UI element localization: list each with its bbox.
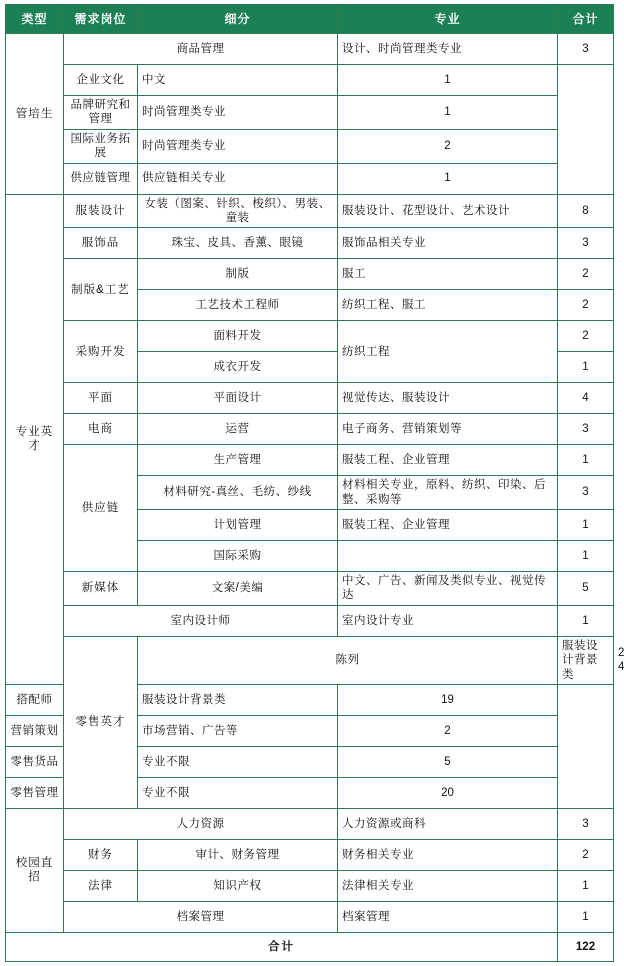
major-cell: 财务相关专业	[338, 839, 558, 870]
category-cell: 管培生	[6, 34, 64, 195]
column-header-subdivision: 细分	[138, 5, 338, 34]
column-header-major: 专业	[338, 5, 558, 34]
position-cell: 电商	[64, 414, 138, 445]
table-row	[6, 605, 614, 636]
major-cell: 电子商务、营销策划等	[338, 414, 558, 445]
subdivision-cell: 知识产权	[138, 870, 338, 901]
subdivision-cell: 珠宝、皮具、香薰、眼镜	[138, 228, 338, 259]
table-row	[6, 414, 614, 445]
subdivision-cell: 工艺技术工程师	[138, 290, 338, 321]
category-cell: 校园直招	[6, 808, 64, 932]
count-cell: 1	[558, 445, 614, 476]
count-cell: 1	[558, 541, 614, 572]
subdivision-cell: 制版	[138, 259, 338, 290]
major-cell: 服工	[338, 259, 558, 290]
subdivision-cell: 企业文化	[64, 65, 138, 96]
major-cell: 供应链相关专业	[138, 163, 338, 194]
table-row	[6, 228, 614, 259]
column-header-position: 需求岗位	[64, 5, 138, 34]
table-row	[6, 808, 614, 839]
subdivision-cell: 商品管理	[64, 34, 338, 65]
count-cell: 5	[558, 572, 614, 606]
count-cell: 2	[338, 129, 558, 163]
count-cell: 2	[338, 715, 558, 746]
table-body	[6, 34, 624, 933]
position-cell: 财务	[64, 839, 138, 870]
category-cell: 专业英才	[6, 194, 64, 684]
count-cell: 1	[338, 96, 558, 130]
major-cell: 室内设计专业	[338, 605, 558, 636]
column-header-type: 类型	[6, 5, 64, 34]
count-cell: 3	[558, 808, 614, 839]
subdivision-cell: 国际采购	[138, 541, 338, 572]
subdivision-cell: 搭配师	[6, 684, 64, 715]
table-row	[6, 445, 614, 476]
table-row: 零售英才 陈列 服装设计背景类 24	[6, 636, 614, 684]
count-cell: 20	[338, 777, 558, 808]
count-cell: 2	[558, 290, 614, 321]
column-header-total: 合计	[558, 5, 614, 34]
major-cell: 服饰品相关专业	[338, 228, 558, 259]
subdivision-cell: 成衣开发	[138, 352, 338, 383]
grand-total-value: 122	[558, 932, 614, 961]
subdivision-cell: 人力资源	[64, 808, 338, 839]
subdivision-cell: 陈列	[138, 636, 558, 684]
table-footer	[6, 932, 614, 961]
major-cell: 法律相关专业	[338, 870, 558, 901]
table-row	[6, 870, 614, 901]
position-cell: 平面	[64, 383, 138, 414]
count-cell: 3	[558, 476, 614, 510]
subdivision-cell: 档案管理	[64, 901, 338, 932]
count-cell: 3	[558, 34, 614, 65]
count-cell: 5	[338, 746, 558, 777]
count-cell: 1	[338, 65, 558, 96]
subdivision-cell: 审计、财务管理	[138, 839, 338, 870]
subdivision-cell: 面料开发	[138, 321, 338, 352]
major-cell: 服装工程、企业管理	[338, 445, 558, 476]
major-cell: 专业不限	[138, 746, 338, 777]
major-cell: 视觉传达、服装设计	[338, 383, 558, 414]
table-row	[6, 839, 614, 870]
major-cell: 中文	[138, 65, 338, 96]
position-cell: 采购开发	[64, 321, 138, 383]
subdivision-cell: 文案/美编	[138, 572, 338, 606]
major-cell: 时尚管理类专业	[138, 129, 338, 163]
count-cell: 2	[558, 321, 614, 352]
footer-row	[6, 932, 614, 961]
count-cell: 1	[558, 901, 614, 932]
position-cell: 新媒体	[64, 572, 138, 606]
position-cell: 法律	[64, 870, 138, 901]
major-cell: 服装设计背景类	[558, 636, 614, 684]
major-cell: 市场营销、广告等	[138, 715, 338, 746]
table-row	[6, 383, 614, 414]
table-row	[6, 129, 614, 163]
count-cell: 3	[558, 414, 614, 445]
major-cell: 设计、时尚管理类专业	[338, 34, 558, 65]
table-row	[6, 65, 614, 96]
category-cell: 零售英才	[64, 636, 138, 808]
count-cell: 8	[558, 194, 614, 228]
major-cell	[338, 541, 558, 572]
major-cell: 专业不限	[138, 777, 338, 808]
count-cell: 1	[338, 163, 558, 194]
subdivision-cell: 平面设计	[138, 383, 338, 414]
subdivision-cell: 女装（图案、针织、梭织）、男装、童装	[138, 194, 338, 228]
major-cell: 服装工程、企业管理	[338, 510, 558, 541]
subdivision-cell: 室内设计师	[64, 605, 338, 636]
subdivision-cell: 材料研究-真丝、毛纺、纱线	[138, 476, 338, 510]
count-cell: 19	[338, 684, 558, 715]
major-cell: 时尚管理类专业	[138, 96, 338, 130]
subdivision-cell: 营销策划	[6, 715, 64, 746]
position-cell: 供应链	[64, 445, 138, 572]
subdivision-cell: 运营	[138, 414, 338, 445]
major-cell: 中文、广告、新闻及类似专业、视觉传达	[338, 572, 558, 606]
major-cell: 纺织工程	[338, 321, 558, 383]
position-cell: 服装设计	[64, 194, 138, 228]
header-row	[6, 5, 614, 34]
count-cell: 2	[558, 839, 614, 870]
subdivision-cell: 生产管理	[138, 445, 338, 476]
count-cell: 1	[558, 605, 614, 636]
table-row	[6, 321, 614, 352]
count-cell: 3	[558, 228, 614, 259]
subdivision-cell: 零售货品	[6, 746, 64, 777]
subdivision-cell: 计划管理	[138, 510, 338, 541]
major-cell: 服装设计、花型设计、艺术设计	[338, 194, 558, 228]
table-row	[6, 572, 614, 606]
major-cell: 人力资源或商科	[338, 808, 558, 839]
table-row	[6, 901, 614, 932]
position-cell: 制版&工艺	[64, 259, 138, 321]
subdivision-cell: 供应链管理	[64, 163, 138, 194]
position-cell: 服饰品	[64, 228, 138, 259]
table-row	[6, 163, 614, 194]
subdivision-cell: 品牌研究和管理	[64, 96, 138, 130]
grand-total-label: 合计	[6, 932, 558, 961]
major-cell: 纺织工程、服工	[338, 290, 558, 321]
subdivision-cell: 零售管理	[6, 777, 64, 808]
major-cell: 材料相关专业，原料、纺织、印染、后整、采购等	[338, 476, 558, 510]
subdivision-cell: 国际业务拓展	[64, 129, 138, 163]
table-row	[6, 259, 614, 290]
major-cell: 服装设计背景类	[138, 684, 338, 715]
major-cell: 档案管理	[338, 901, 558, 932]
table-header	[6, 5, 614, 34]
recruitment-table	[5, 4, 624, 962]
table-row	[6, 194, 614, 228]
count-cell: 4	[558, 383, 614, 414]
count-cell: 2	[558, 259, 614, 290]
table-row	[6, 34, 614, 65]
table-row	[6, 96, 614, 130]
count-cell: 1	[558, 870, 614, 901]
count-cell: 1	[558, 510, 614, 541]
count-cell: 1	[558, 352, 614, 383]
